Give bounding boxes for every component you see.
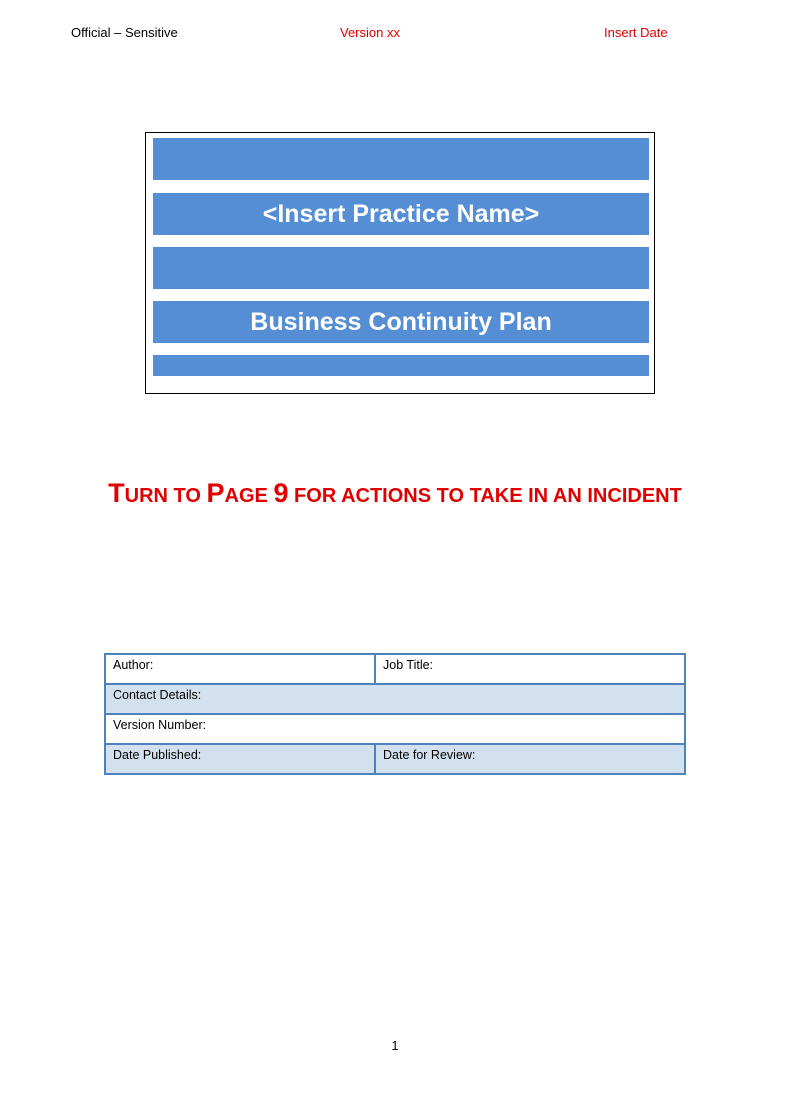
notice-page-number: 9: [273, 478, 289, 508]
incident-notice: [0, 478, 790, 511]
version-number-cell[interactable]: Version Number:: [105, 714, 685, 744]
author-cell[interactable]: Author:: [105, 654, 375, 684]
practice-name: <Insert Practice Name>: [153, 193, 649, 235]
notice-t: T: [108, 478, 125, 508]
notice-rest: FOR ACTIONS TO TAKE IN AN INCIDENT: [288, 485, 682, 507]
header-classification: Official – Sensitive: [71, 25, 178, 40]
header-version: Version xx: [340, 25, 400, 40]
title-band-bottom: [153, 355, 649, 376]
table-row: [105, 684, 685, 714]
date-published-cell[interactable]: Date Published:: [105, 744, 375, 774]
plan-title: Business Continuity Plan: [153, 301, 649, 343]
title-band-middle: [153, 247, 649, 289]
table-row: [105, 654, 685, 684]
table-row: [105, 744, 685, 774]
table-row: [105, 714, 685, 744]
date-review-cell[interactable]: Date for Review:: [375, 744, 685, 774]
page-number: 1: [391, 1038, 399, 1053]
notice-age: AGE: [224, 485, 274, 507]
notice-p: P: [206, 478, 225, 508]
contact-details-cell[interactable]: Contact Details:: [105, 684, 685, 714]
job-title-cell[interactable]: Job Title:: [375, 654, 685, 684]
document-info-table: [104, 653, 686, 775]
title-band-top: [153, 138, 649, 180]
title-box: [145, 132, 655, 394]
notice-urn-to: URN TO: [124, 485, 207, 507]
header-date: Insert Date: [604, 25, 668, 40]
